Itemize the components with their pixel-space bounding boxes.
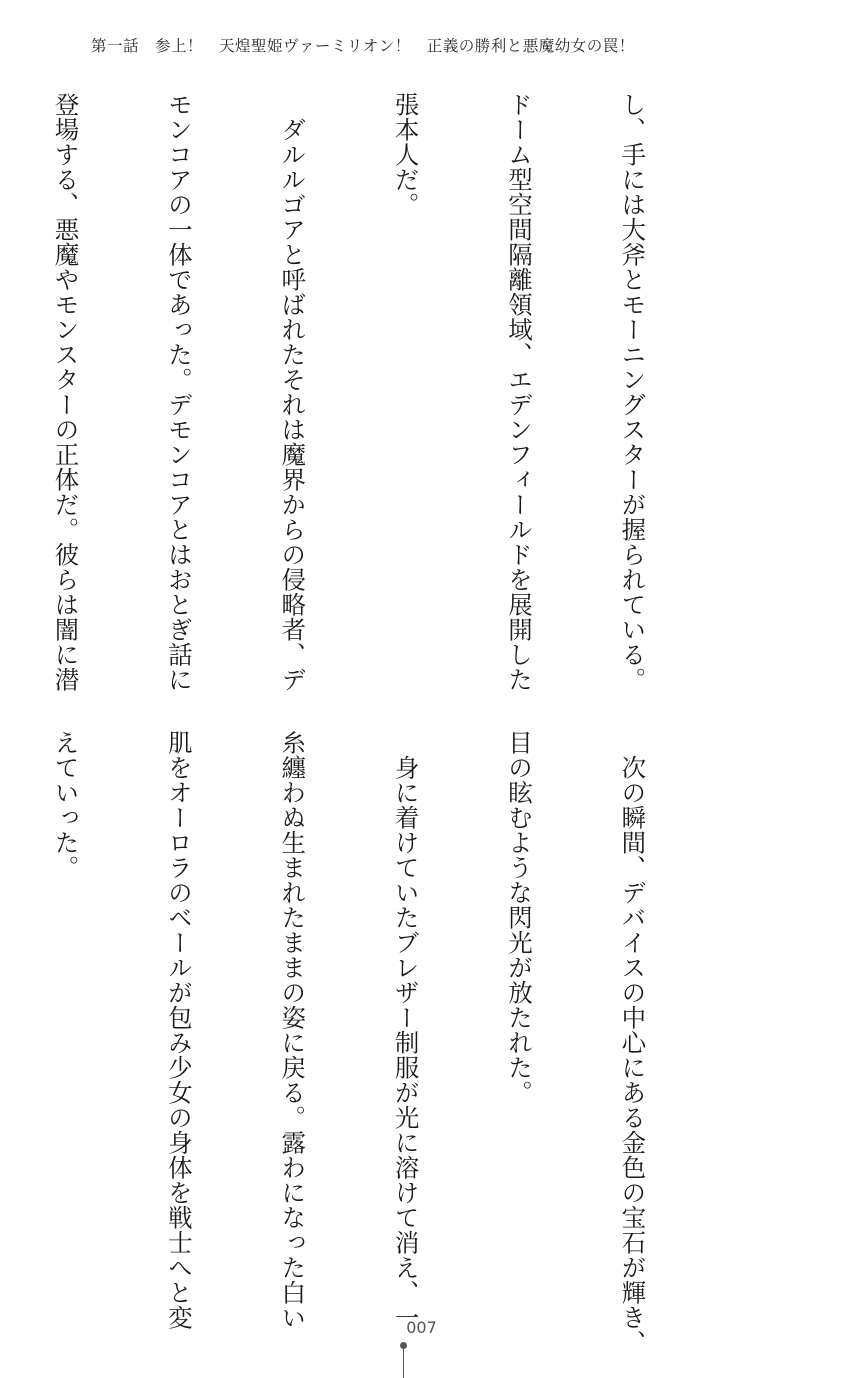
text-line: 次の瞬間、デバイスの中心にある金色の宝石が輝き、 [618,730,648,1355]
text-line: 登場する、悪魔やモンスターの正体だ。彼らは闇に潜 [51,92,81,692]
text-line: ダルルゴアと呼ばれたそれは魔界からの侵略者、デ [278,92,308,692]
text-line: 糸纏わぬ生まれたままの姿に戻る。露わになった白い [278,730,308,1330]
text-line: 肌をオーロラのベールが包み少女の身体を戦士へと変 [164,730,194,1330]
running-header: 第一話 参上！ 天煌聖姫ヴァーミリオン！ 正義の勝利と悪魔幼女の罠！ [91,37,635,55]
page-marker-rule [403,1349,404,1378]
text-line: 目の眩むような閃光が放たれた。 [505,730,535,1105]
text-line: し、手には大斧とモーニングスターが握られている。 [618,92,648,692]
page-number: 007 [406,1318,437,1337]
text-line: えていった。 [51,730,81,880]
text-block-top [51,92,727,692]
text-line: モンコアの一体であった。デモンコアとはおとぎ話に [164,92,194,692]
text-line: 張本人だ。 [391,92,421,217]
page-marker-dot [400,1342,407,1349]
text-line: ドーム型空間隔離領域、エデンフィールドを展開した [505,92,535,692]
text-line: 身に着けていたブレザー制服が光に溶けて消え、一 [391,730,421,1330]
